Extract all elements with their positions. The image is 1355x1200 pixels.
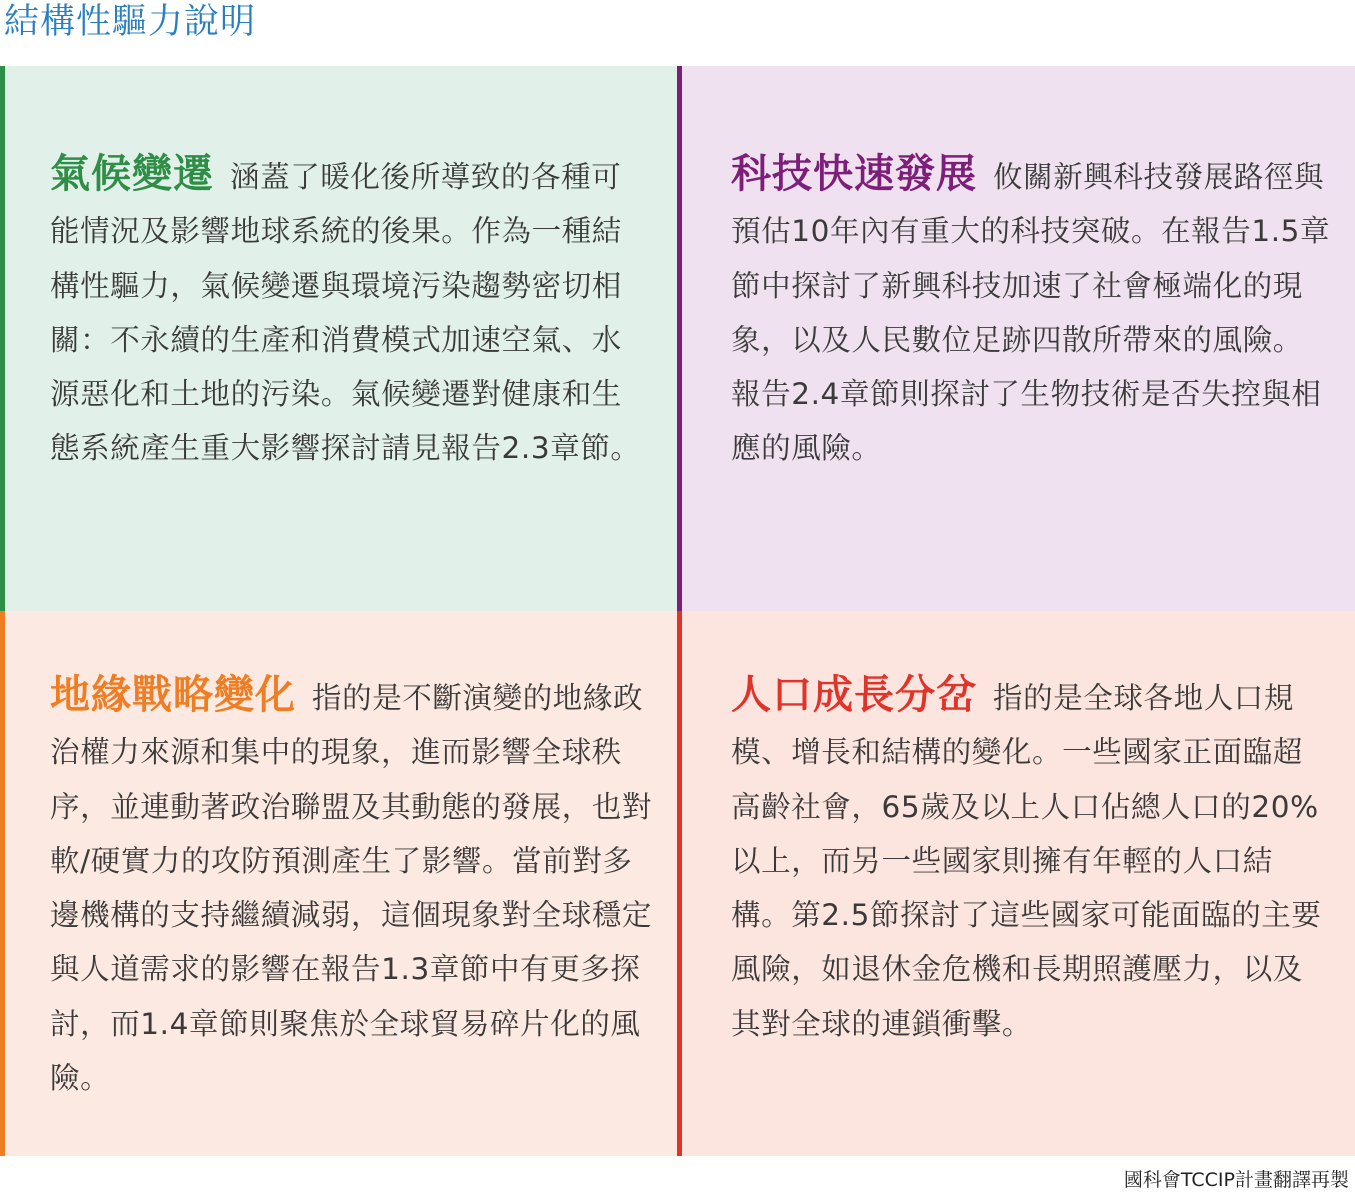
climate-body: 涵蓋了暖化後所導致的各種可能情況及影響地球系統的後果。作為一種結構性驅力，氣候變遷與環境污染趨勢密切相關：不永續的生產和消費模式加速空氣、水源惡化和土地的污染。氣候變遷對健康和生態系統產生重大影響探討請見報告2.3章節。 [50, 160, 641, 466]
credit-line: 國科會TCCIP計畫翻譯再製 [1123, 1169, 1349, 1191]
panel-population-divergence [677, 611, 1355, 1156]
climate-heading: 氣候變遷 [50, 151, 214, 197]
drivers-grid [0, 66, 1355, 1156]
panel-geo-text [50, 668, 654, 1105]
geo-heading: 地緣戰略變化 [50, 672, 296, 718]
tech-body: 攸關新興科技發展路徑與預估10年內有重大的科技突破。在報告1.5章節中探討了新興科技加速了社會極端化的現象，以及人民數位足跡四散所帶來的風險。報告2.4章節則探討了生物技術是否失控與相應的風險。 [731, 160, 1331, 466]
panel-climate-text [50, 147, 646, 476]
page-title: 結構性驅力說明 [4, 2, 257, 42]
panel-climate-change [0, 66, 677, 611]
panel-geostrategic-change [0, 611, 677, 1156]
panel-tech-text [731, 147, 1331, 476]
geo-body: 指的是不斷演變的地緣政治權力來源和集中的現象，進而影響全球秩序，並連動著政治聯盟及其動態的發展，也對軟/硬實力的攻防預測產生了影響。當前對多邊機構的支持繼續減弱，這個現象對全球穩定與人道需求的影響在報告1.3章節中有更多探討，而1.4章節則聚焦於全球貿易碎片化的風險。 [50, 681, 653, 1096]
population-heading: 人口成長分岔 [731, 672, 977, 718]
panel-population-text [731, 668, 1329, 1051]
panel-tech-development [677, 66, 1355, 611]
population-body: 指的是全球各地人口規模、增長和結構的變化。一些國家正面臨超高齡社會，65歲及以上人口佔總人口的20%以上，而另一些國家則擁有年輕的人口結構。第2.5節探討了這些國家可能面臨的主要風險，如退休金危機和長期照護壓力，以及其對全球的連鎖衝擊。 [731, 681, 1322, 1041]
tech-heading: 科技快速發展 [731, 151, 977, 197]
